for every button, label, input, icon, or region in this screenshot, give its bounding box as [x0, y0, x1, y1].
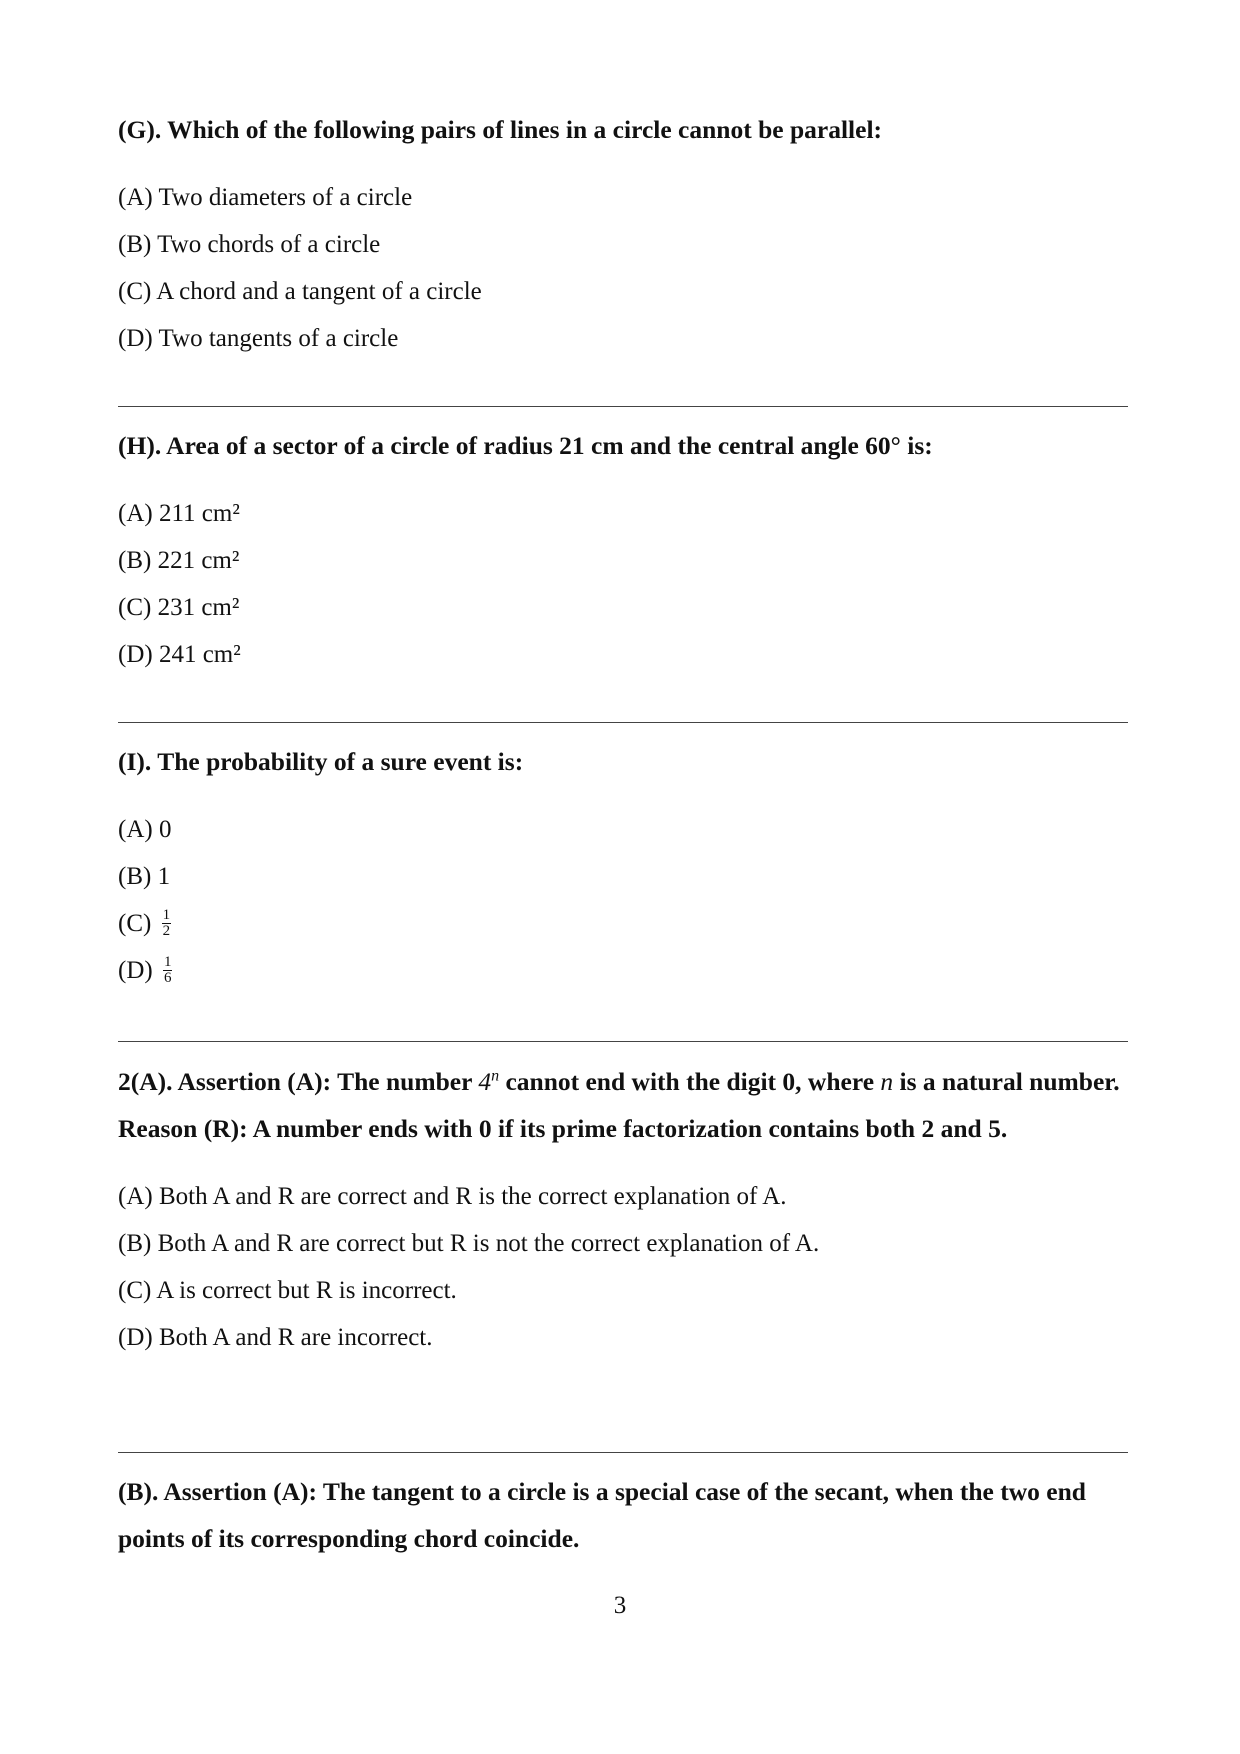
question-2a	[118, 1058, 1128, 1361]
option-g-d: (D) Two tangents of a circle	[118, 325, 399, 352]
divider	[118, 1452, 1128, 1453]
question-i-title: (I). The probability of a sure event is:	[118, 747, 524, 776]
question-2b	[118, 1468, 1128, 1562]
option-h-c: (C) 231 cm²	[118, 594, 240, 621]
question-g	[118, 106, 1128, 362]
fraction-one-half: $\frac{1}{2}$	[162, 906, 171, 939]
question-g-options	[118, 174, 1128, 362]
question-2a-reason: Reason (R): A number ends with 0 if its prime factorization contains both 2 and 5.	[118, 1114, 1008, 1143]
question-g-title: (G). Which of the following pairs of lines in a circle cannot be parallel:	[118, 115, 883, 144]
question-2b-assertion: (B). Assertion (A): The tangent to a circle is a special case of the secant, when the two end points of its corresponding chord coincide.	[118, 1477, 1086, 1553]
divider	[118, 406, 1128, 407]
option-2a-b: (B) Both A and R are correct but R is not the correct explanation of A.	[118, 1230, 820, 1257]
option-g-c: (C) A chord and a tangent of a circle	[118, 278, 482, 305]
question-h-options	[118, 490, 1128, 678]
option-h-d: (D) 241 cm²	[118, 641, 241, 668]
question-i	[118, 738, 1128, 994]
question-h	[118, 422, 1128, 678]
question-h-title: (H). Area of a sector of a circle of radius 21 cm and the central angle 60° is:	[118, 431, 933, 460]
option-i-c: (C) $\frac{1}{2}$	[118, 906, 171, 939]
divider	[118, 1041, 1128, 1042]
option-2a-a: (A) Both A and R are correct and R is the correct explanation of A.	[118, 1183, 787, 1210]
question-2a-assertion: 2(A). Assertion (A): The number 4$^n$ cannot end with the digit 0, where n is a natural number.	[118, 1067, 1120, 1096]
option-i-d: (D) $\frac{1}{6}$	[118, 953, 172, 986]
option-g-b: (B) Two chords of a circle	[118, 231, 381, 258]
page-number: 3	[613, 1592, 627, 1619]
divider	[118, 722, 1128, 723]
question-i-options	[118, 806, 1128, 994]
question-2a-options	[118, 1173, 1128, 1361]
option-g-a: (A) Two diameters of a circle	[118, 184, 413, 211]
option-2a-c: (C) A is correct but R is incorrect.	[118, 1277, 457, 1304]
option-h-a: (A) 211 cm²	[118, 500, 240, 527]
option-i-a: (A) 0	[118, 816, 172, 843]
option-2a-d: (D) Both A and R are incorrect.	[118, 1324, 433, 1351]
option-i-b: (B) 1	[118, 863, 171, 890]
fraction-one-sixth: $\frac{1}{6}$	[163, 953, 172, 986]
option-h-b: (B) 221 cm²	[118, 547, 240, 574]
